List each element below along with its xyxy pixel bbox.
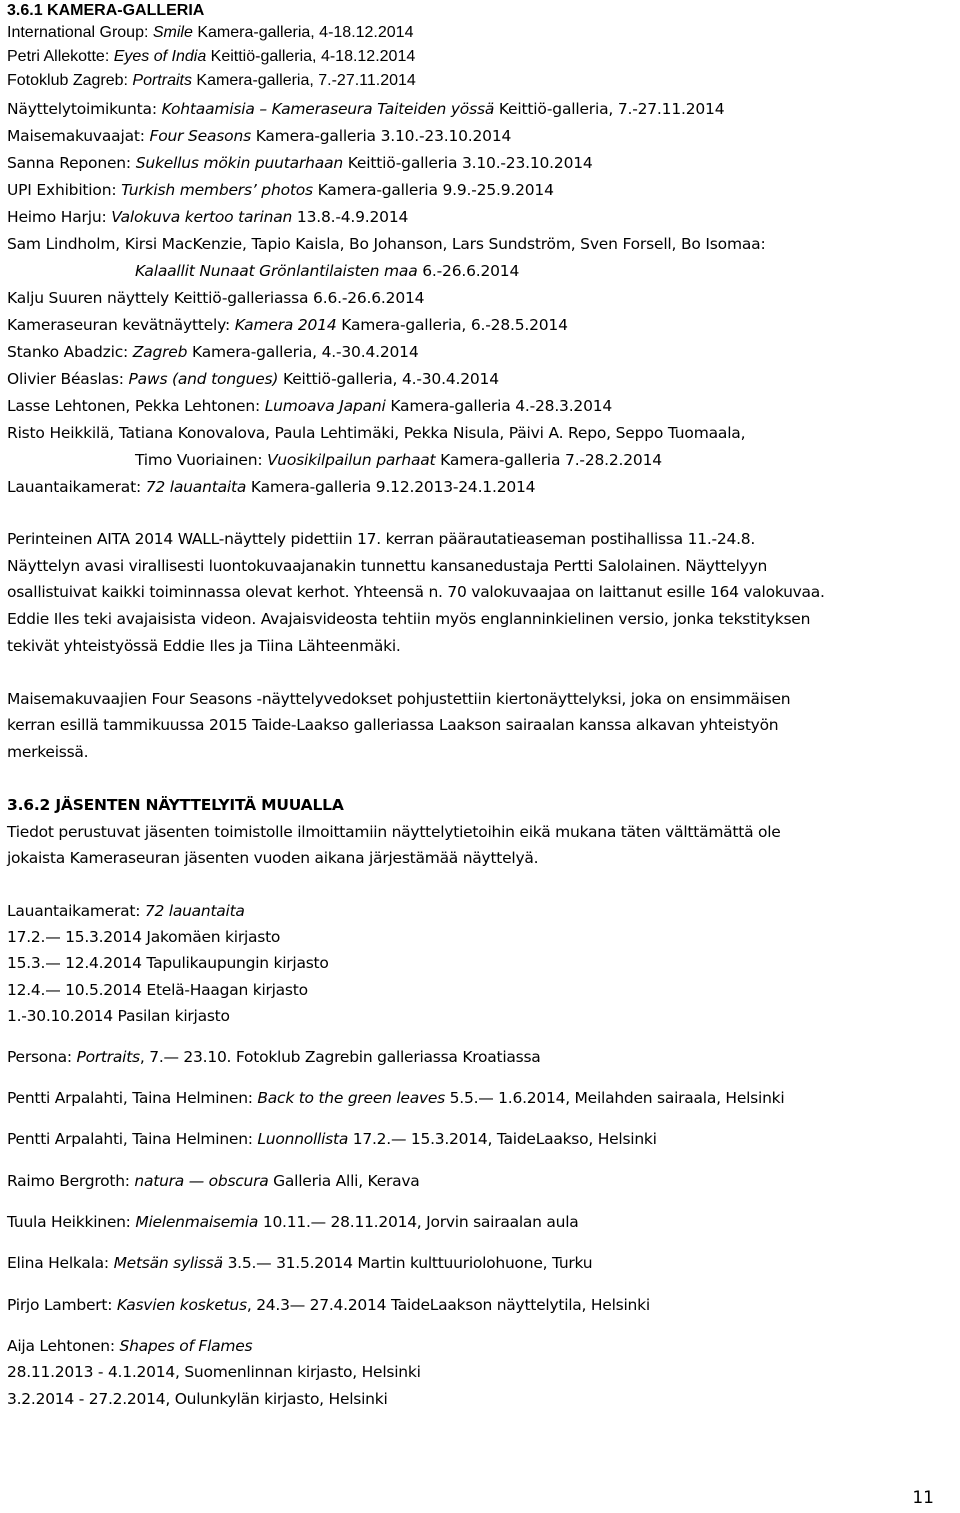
exhibition-date-line: 1.-30.10.2014 Pasilan kirjasto	[7, 1007, 230, 1025]
exhibition-entry: UPI Exhibition: Turkish members’ photos Kamera-galleria 9.9.-25.9.2014	[7, 181, 554, 199]
exhibition-entry: Risto Heikkilä, Tatiana Konovalova, Paula Lehtimäki, Pekka Nisula, Päivi A. Repo, Seppo Tuomaala,	[7, 424, 746, 442]
exhibition-entry: Lauantaikamerat: 72 lauantaita Kamera-galleria 9.12.2013-24.1.2014	[7, 478, 536, 496]
exhibition-entry: International Group: Smile Kamera-galleria, 4-18.12.2014	[7, 24, 414, 41]
exhibition-entry: Olivier Béaslas: Paws (and tongues) Keittiö-galleria, 4.-30.4.2014	[7, 370, 499, 388]
paragraph-line: osallistuivat kaikki toiminnassa olevat kerhot. Yhteensä n. 70 valokuvaajaa on laittanut esille 164 valokuvaa.	[7, 583, 825, 601]
exhibition-entry-continued: Timo Vuoriainen: Vuosikilpailun parhaat Kamera-galleria 7.-28.2.2014	[135, 451, 662, 469]
paragraph-line: tekivät yhteistyössä Eddie Iles ja Tiina Lähteenmäki.	[7, 637, 401, 655]
exhibition-entry: Maisemakuvaajat: Four Seasons Kamera-galleria 3.10.-23.10.2014	[7, 127, 512, 145]
exhibition-entry: Stanko Abadzic: Zagreb Kamera-galleria, 4.-30.4.2014	[7, 343, 419, 361]
section-heading-kamera-galleria: 3.6.1 KAMERA-GALLERIA	[7, 2, 205, 19]
exhibition-entry: Fotoklub Zagreb: Portraits Kamera-galleria, 7.-27.11.2014	[7, 72, 416, 89]
exhibition-entry: Pentti Arpalahti, Taina Helminen: Back to the green leaves 5.5.— 1.6.2014, Meilahden sairaala, Helsinki	[7, 1089, 785, 1107]
paragraph-line: Maisemakuvaajien Four Seasons -näyttelyvedokset pohjustettiin kiertonäyttelyksi, joka on ensimmäisen	[7, 690, 791, 708]
exhibition-entry: Pirjo Lambert: Kasvien kosketus, 24.3— 27.4.2014 TaideLaakson näyttelytila, Helsinki	[7, 1296, 650, 1314]
exhibition-entry: Kalju Suuren näyttely Keittiö-galleriassa 6.6.-26.6.2014	[7, 289, 425, 307]
paragraph-line: Tiedot perustuvat jäsenten toimistolle ilmoittamiin näyttelytietoihin eikä mukana täten välttämättä ole	[7, 823, 781, 841]
paragraph-line: Perinteinen AITA 2014 WALL-näyttely pidettiin 17. kerran päärautatieaseman postihallissa 11.-24.8.	[7, 530, 756, 548]
exhibition-entry: Aija Lehtonen: Shapes of Flames	[7, 1337, 253, 1355]
exhibition-entry: Raimo Bergroth: natura — obscura Galleria Alli, Kerava	[7, 1172, 420, 1190]
exhibition-entry-continued: Kalaallit Nunaat Grönlantilaisten maa 6.-26.6.2014	[135, 262, 520, 280]
exhibition-date-line: 17.2.— 15.3.2014 Jakomäen kirjasto	[7, 928, 281, 946]
exhibition-entry: Pentti Arpalahti, Taina Helminen: Luonnollista 17.2.— 15.3.2014, TaideLaakso, Helsinki	[7, 1130, 657, 1148]
paragraph-line: jokaista Kameraseuran jäsenten vuoden aikana järjestämää näyttelyä.	[7, 849, 539, 867]
exhibition-date-line: 28.11.2013 - 4.1.2014, Suomenlinnan kirjasto, Helsinki	[7, 1363, 421, 1381]
exhibition-entry: Näyttelytoimikunta: Kohtaamisia – Kameraseura Taiteiden yössä Keittiö-galleria, 7.-27.11.2014	[7, 100, 725, 118]
paragraph-line: kerran esillä tammikuussa 2015 Taide-Laakso galleriassa Laakson sairaalan kanssa alkavan yhteistyön	[7, 716, 779, 734]
exhibition-entry: Heimo Harju: Valokuva kertoo tarinan 13.8.-4.9.2014	[7, 208, 409, 226]
exhibition-entry: Sanna Reponen: Sukellus mökin puutarhaan Keittiö-galleria 3.10.-23.10.2014	[7, 154, 593, 172]
exhibition-entry: Lasse Lehtonen, Pekka Lehtonen: Lumoava Japani Kamera-galleria 4.-28.3.2014	[7, 397, 613, 415]
page-number: 11	[912, 1488, 934, 1508]
section-heading-jasenten-nayttelyita: 3.6.2 JÄSENTEN NÄYTTELYITÄ MUUALLA	[7, 796, 344, 814]
exhibition-date-line: 15.3.— 12.4.2014 Tapulikaupungin kirjasto	[7, 954, 329, 972]
paragraph-line: Näyttelyn avasi virallisesti luontokuvaajanakin tunnettu kansanedustaja Pertti Salolainen. Näyttelyyn	[7, 557, 768, 575]
exhibition-entry: Kameraseuran kevätnäyttely: Kamera 2014 Kamera-galleria, 6.-28.5.2014	[7, 316, 568, 334]
exhibition-entry: Petri Allekotte: Eyes of India Keittiö-galleria, 4-18.12.2014	[7, 48, 416, 65]
exhibition-date-line: 12.4.— 10.5.2014 Etelä-Haagan kirjasto	[7, 981, 308, 999]
exhibition-entry: Sam Lindholm, Kirsi MacKenzie, Tapio Kaisla, Bo Johanson, Lars Sundström, Sven Forsell, Bo Isomaa:	[7, 235, 766, 253]
paragraph-line: merkeissä.	[7, 743, 89, 761]
exhibition-entry: Elina Helkala: Metsän sylissä 3.5.— 31.5.2014 Martin kulttuuriolohuone, Turku	[7, 1254, 593, 1272]
exhibition-date-line: 3.2.2014 - 27.2.2014, Oulunkylän kirjasto, Helsinki	[7, 1390, 388, 1408]
exhibition-entry: Tuula Heikkinen: Mielenmaisemia 10.11.— 28.11.2014, Jorvin sairaalan aula	[7, 1213, 579, 1231]
exhibition-entry: Persona: Portraits, 7.— 23.10. Fotoklub Zagrebin galleriassa Kroatiassa	[7, 1048, 541, 1066]
exhibition-entry: Lauantaikamerat: 72 lauantaita	[7, 902, 245, 920]
paragraph-line: Eddie Iles teki avajaisista videon. Avajaisvideosta tehtiin myös englanninkielinen versio, jonka tekstityksen	[7, 610, 811, 628]
